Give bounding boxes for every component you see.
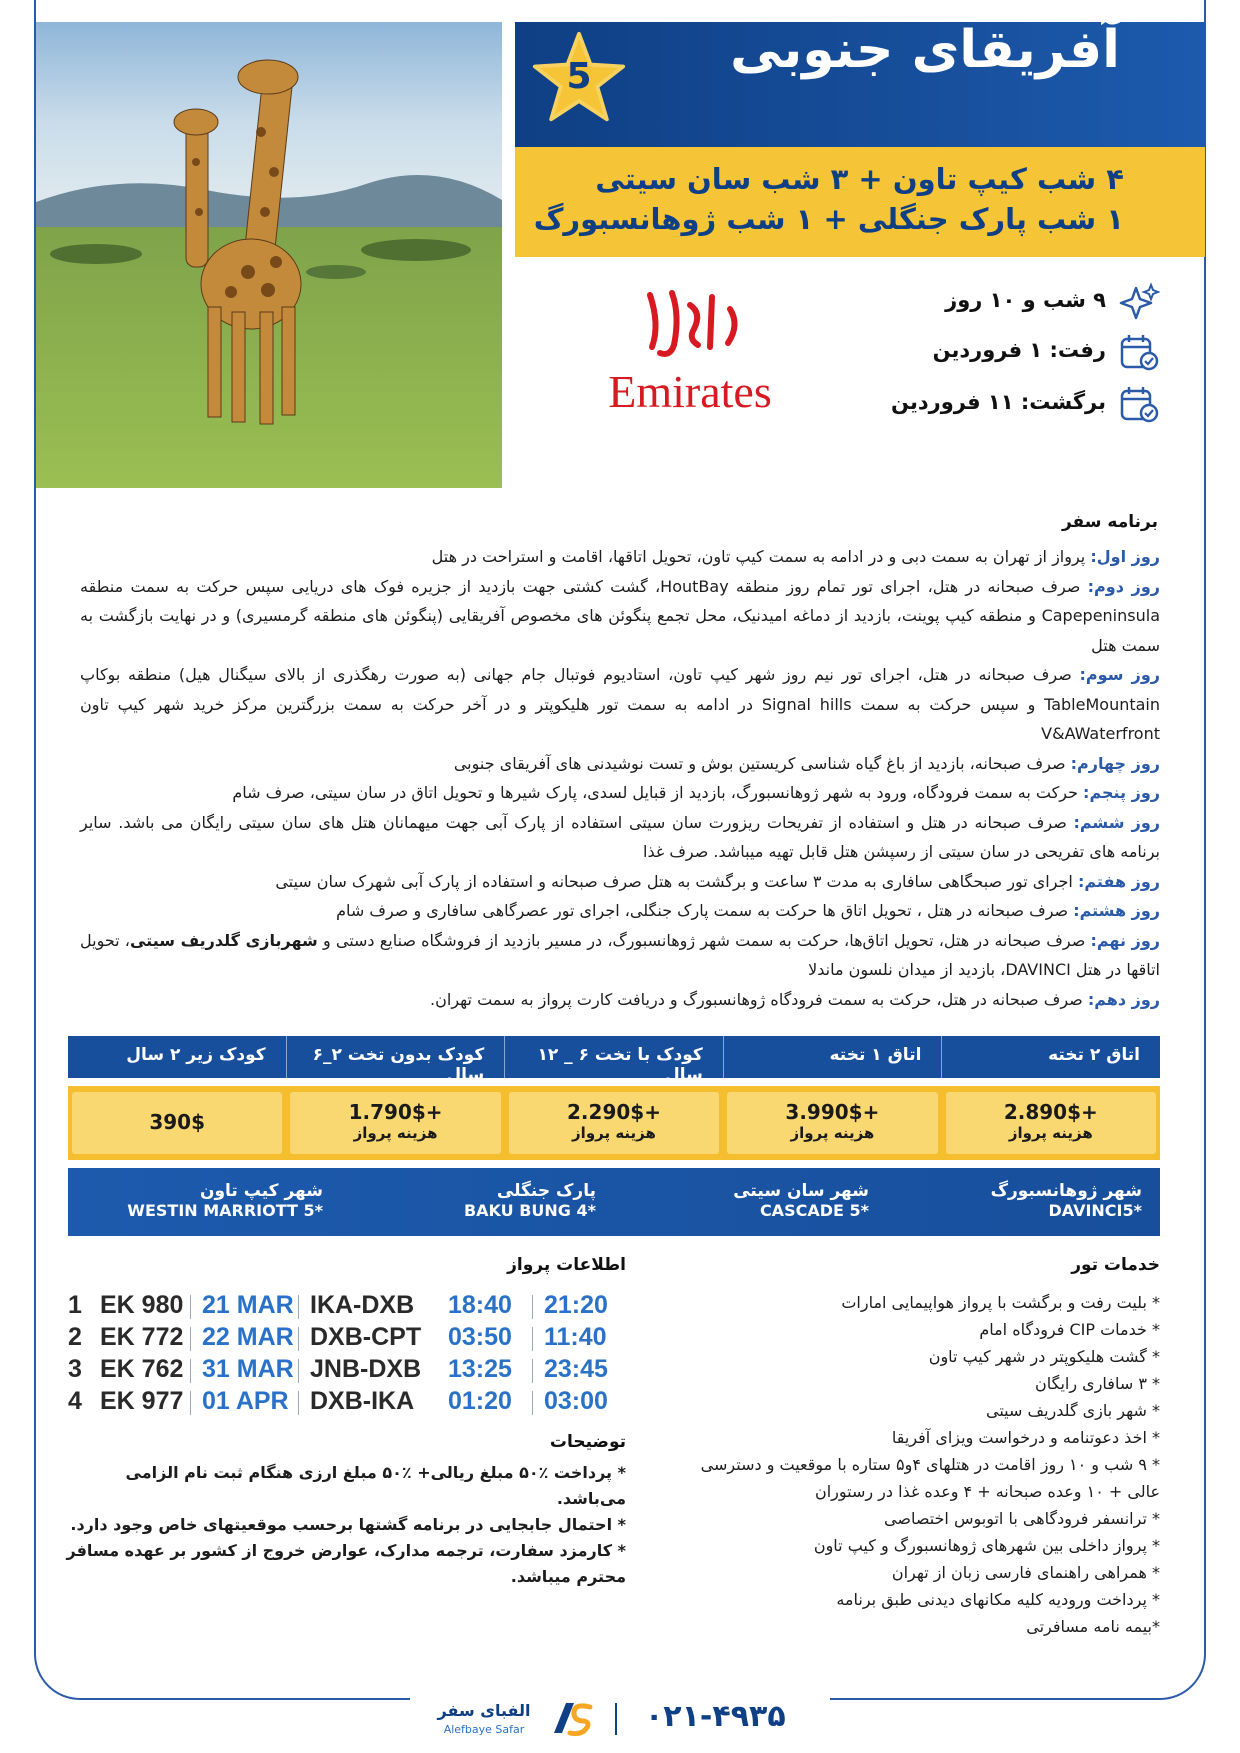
day-text: صرف صبحانه در هتل ، تحویل اتاق ها حرکت به سمت پارک جنگلی، اجرای تور عصرگاهی سافاری و صرف شام xyxy=(336,901,1074,920)
flight-arrival: 23:45 xyxy=(544,1355,608,1383)
price-note: هزینه پرواز xyxy=(572,1124,656,1142)
flight-arrival: 03:00 xyxy=(544,1387,608,1415)
day-label: روز سوم: xyxy=(1079,665,1160,684)
note-item: * کارمزد سفارت، ترجمه مدارک، عوارض خروج از کشور بر عهده مسافر محترم میباشد. xyxy=(66,1541,626,1586)
flight-row xyxy=(66,1291,626,1323)
price-amount: 2.290$+ xyxy=(567,1100,661,1124)
day-text: صرف صبحانه در هتل، اجرای تور تمام روز منطقه HoutBay، گشت کشتی جهت بازدید از جزیره فوک های دریایی سپس حرکت به سمت منطقه Capepeninsula و منطقه کیپ پوینت، بازدید از دماغه امیدنیک، محل تجمع پنگوئن های مخصوص آفریقایی (پنگوئن های منطقه گرمسیری) و در نهایت بازگشت به سمت هتل xyxy=(80,576,1160,655)
giraffe-photo xyxy=(36,22,502,488)
flight-date: 22 MAR xyxy=(202,1323,294,1351)
day-text: صرف صبحانه در هتل، حرکت به سمت فرودگاه ژوهانسبورگ و دریافت کارت پرواز به سمت تهران. xyxy=(430,989,1088,1009)
price-cell xyxy=(290,1092,500,1154)
service-item: * پرواز داخلی بین شهرهای ژوهانسبورگ و کیپ تاون xyxy=(813,1536,1160,1555)
hotel-city: شهر کیپ تاون xyxy=(199,1181,323,1201)
notes-heading: توضیحات xyxy=(549,1432,626,1452)
itinerary-day xyxy=(80,660,1160,749)
page-title: آفریقای جنوبی xyxy=(730,20,1120,80)
hotel-city: شهر سان سیتی xyxy=(733,1181,869,1201)
departure-text: رفت: ۱ فروردین xyxy=(932,338,1106,362)
price-header-cell: کودک بدون تخت ۲_۶ سال xyxy=(286,1036,505,1078)
price-header-cell: کودک زیر ۲ سال xyxy=(126,1045,266,1065)
price-table-header xyxy=(68,1036,1160,1085)
flight-route: DXB-CPT xyxy=(310,1323,422,1351)
itinerary-heading: برنامه سفر xyxy=(1061,512,1158,532)
day-label: روز پنجم: xyxy=(1083,783,1160,802)
itinerary-day xyxy=(80,808,1160,867)
flight-route: DXB-IKA xyxy=(310,1387,415,1415)
day-text: پرواز از تهران به سمت دبی و در ادامه به سمت کیپ تاون، تحویل اتاقها، اقامت و استراحت در هتل xyxy=(431,547,1091,566)
hotel-item xyxy=(614,1168,887,1236)
itinerary-day xyxy=(80,926,1160,985)
price-header-cell: کودک با تخت ۶ _ ۱۲ سال xyxy=(504,1036,723,1078)
subtitle-line-2: ۱ شب پارک جنگلی + ۱ شب ژوهانسبورگ xyxy=(533,202,1124,236)
itinerary-day xyxy=(80,985,1160,1015)
flight-index: 1 xyxy=(68,1291,82,1319)
itinerary-day xyxy=(80,778,1160,808)
emirates-wordmark: Emirates xyxy=(608,366,772,417)
flight-arrival: 11:40 xyxy=(544,1323,607,1351)
note-item: * پرداخت ٪۵۰ مبلغ ریالی+ ٪۵۰ مبلغ ارزی هنگام ثبت نام الزامی می‌باشد. xyxy=(125,1463,626,1508)
price-amount: 3.990$+ xyxy=(785,1100,880,1124)
flight-route: IKA-DXB xyxy=(310,1291,415,1319)
flight-row xyxy=(66,1323,626,1355)
service-item: * شهر بازی گلدریف سیتی xyxy=(986,1401,1160,1420)
flight-index: 3 xyxy=(68,1355,82,1383)
day-label: روز هشتم: xyxy=(1073,901,1160,920)
flight-number: EK 762 xyxy=(100,1355,184,1383)
flight-heading: اطلاعات پرواز xyxy=(507,1255,626,1275)
sparkle-icon xyxy=(1118,282,1160,322)
hotels-bar xyxy=(68,1168,1160,1236)
flight-departure: 03:50 xyxy=(448,1323,512,1351)
hotel-name: CASCADE 5* xyxy=(759,1201,869,1220)
day-label: روز چهارم: xyxy=(1070,753,1160,773)
duration-text: ۹ شب و ۱۰ روز xyxy=(945,288,1106,312)
day-label: روز دهم: xyxy=(1087,989,1160,1009)
day-label: روز ششم: xyxy=(1073,812,1160,832)
day-text: حرکت به سمت فرودگاه، ورود به شهر ژوهانسبورگ، بازدید از قبایل لسدی، پارک شیرها و تحویل اتاق در سان سیتی، صرف شام xyxy=(232,783,1084,802)
flight-date: 21 MAR xyxy=(202,1291,294,1319)
tour-services xyxy=(680,1255,1160,1640)
day-text: صرف صبحانه در هتل و استفاده از تفریحات ریزورت سان سیتی استفاده از پارک آبی جهت میهمانان هتل های سان سیتی رایگان می باشد. سایر برنامه های تفریحی در سان سیتی از رسپشن هتل قابل تهیه میباشد. صرف غذا xyxy=(80,812,1160,861)
itinerary-day xyxy=(80,749,1160,779)
price-cell xyxy=(509,1092,719,1154)
hotel-name: WESTIN MARRIOTT 5* xyxy=(127,1201,323,1220)
notes xyxy=(66,1432,626,1590)
footer xyxy=(410,1695,830,1745)
itinerary-day xyxy=(80,867,1160,897)
flight-departure: 13:25 xyxy=(448,1355,512,1383)
note-item: * احتمال جابجایی در برنامه گشتها برحسب موقعیتهای خاص وجود دارد. xyxy=(70,1515,626,1534)
phone-number[interactable]: ۰۲۱-۴۹۳۵ xyxy=(645,1699,786,1734)
price-amount: 1.790$+ xyxy=(348,1100,443,1124)
tour-number-badge: 5 xyxy=(566,56,592,97)
subtitle-line-1: ۴ شب کیپ تاون + ۳ شب سان سیتی xyxy=(595,162,1124,196)
service-item: * بلیت رفت و برگشت با پرواز هواپیمایی امارات xyxy=(841,1293,1160,1312)
flight-number: EK 977 xyxy=(100,1387,184,1415)
flight-table xyxy=(66,1291,626,1419)
day-text: صرف صبحانه در هتل، تحویل اتاق‌ها، حرکت به سمت شهر ژوهانسبورگ، در مسیر بازدید از فروشگاه صنایع دستی و xyxy=(317,930,1091,950)
hotel-city: پارک جنگلی xyxy=(496,1181,596,1201)
price-note: هزینه پرواز xyxy=(353,1124,438,1142)
hotel-name: DAVINCI5* xyxy=(1048,1201,1142,1220)
calendar-icon xyxy=(1118,384,1160,424)
calendar-icon xyxy=(1118,332,1160,372)
flight-route: JNB-DXB xyxy=(310,1355,422,1383)
services-heading: خدمات تور xyxy=(1071,1255,1160,1275)
hotel-city: شهر ژوهانسبورگ xyxy=(990,1181,1142,1201)
price-amount: 2.890$+ xyxy=(1003,1100,1098,1124)
day-label: روز اول: xyxy=(1090,547,1160,566)
service-item: * اخذ دعوتنامه و درخواست ویزای آفریقا xyxy=(891,1428,1160,1447)
price-table-row xyxy=(68,1086,1160,1160)
service-item: *بیمه نامه مسافرتی xyxy=(1026,1617,1160,1636)
brand-name: الفبای سفر xyxy=(437,1701,531,1720)
flight-number: EK 772 xyxy=(100,1323,184,1351)
day-text: اجرای تور صبحگاهی سافاری به مدت ۳ ساعت و برگشت به هتل صرف صبحانه و استفاده از پارک آبی شهرک سان سیتی xyxy=(275,871,1078,891)
flight-arrival: 21:20 xyxy=(544,1291,608,1319)
service-item: * ۹ شب و ۱۰ روز اقامت در هتلهای ۴و۵ ستاره با موقعیت و دسترسی عالی + ۱۰ وعده صبحانه + ۴ وعده غذا در رستوران xyxy=(700,1455,1160,1501)
itinerary-day xyxy=(80,572,1160,661)
flight-departure: 18:40 xyxy=(448,1291,512,1319)
flight-date: 01 APR xyxy=(202,1387,289,1415)
return-text: برگشت: ۱۱ فروردین xyxy=(891,390,1106,414)
day-text: صرف صبحانه در هتل، اجرای تور نیم روز شهر کیپ تاون، استادیوم فوتبال جام جهانی (به صورت رهگذری از بالای سیگنال هیل) منطقه بوکاپ TableMountain و سپس حرکت به سمت Signal hills در ادامه به سمت تور هلیکوپتر و در آخر حرکت به سمت بزرگترین مرکز خرید شهر کیپ تاون V&AWaterfront xyxy=(80,665,1161,743)
price-header-cell: اتاق ۱ تخته xyxy=(723,1036,942,1078)
price-amount: 390$ xyxy=(149,1110,205,1134)
flight-row xyxy=(66,1387,626,1419)
price-note: هزینه پرواز xyxy=(790,1124,875,1142)
service-item: * خدمات CIP فرودگاه امام xyxy=(979,1320,1160,1339)
emirates-logo xyxy=(590,285,790,425)
itinerary-body xyxy=(80,542,1160,1014)
brand-logo-icon xyxy=(550,1699,594,1737)
hotel-item xyxy=(887,1168,1160,1236)
service-item: * پرداخت ورودیه کلیه مکانهای دیدنی طبق برنامه xyxy=(836,1590,1160,1609)
footer-divider xyxy=(615,1703,617,1735)
hotel-item xyxy=(341,1168,614,1236)
hotel-item xyxy=(68,1168,341,1236)
service-item: * همراهی راهنمای فارسی زبان از تهران xyxy=(891,1563,1160,1582)
flight-index: 2 xyxy=(68,1323,82,1351)
flight-index: 4 xyxy=(68,1387,82,1415)
duration-row xyxy=(900,282,1160,322)
price-cell xyxy=(727,1092,937,1154)
service-item: * گشت هلیکوپتر در شهر کیپ تاون xyxy=(928,1347,1160,1366)
brand-name-latin: Alefbaye Safar xyxy=(443,1723,525,1736)
price-header-cell: اتاق ۲ تخته xyxy=(941,1036,1160,1078)
flight-row xyxy=(66,1355,626,1387)
service-item: * ۳ سافاری رایگان xyxy=(1035,1374,1160,1393)
itinerary-day xyxy=(80,896,1160,926)
day-text-tail: ، تحویل اتاقها در هتل DAVINCI، بازدید از میدان نلسون ماندلا xyxy=(80,930,1160,979)
departure-row xyxy=(900,332,1160,372)
day-text: صرف صبحانه، بازدید از باغ گیاه شناسی کریستین بوش و تست نوشیدنی های آفریقای جنوبی xyxy=(453,753,1071,773)
hotel-name: BAKU BUNG 4* xyxy=(463,1201,596,1220)
day-label: روز نهم: xyxy=(1090,930,1160,950)
day-label: روز هفتم: xyxy=(1077,871,1160,891)
flight-number: EK 980 xyxy=(100,1291,184,1319)
return-row xyxy=(891,384,1160,424)
day-label: روز دوم: xyxy=(1087,576,1161,596)
price-note: هزینه پرواز xyxy=(1008,1124,1093,1142)
itinerary-day xyxy=(80,542,1160,572)
price-cell xyxy=(946,1092,1156,1154)
flight-date: 31 MAR xyxy=(202,1355,294,1383)
price-cell xyxy=(72,1092,282,1154)
flight-departure: 01:20 xyxy=(448,1387,512,1415)
day-highlight: شهربازی گلدریف سیتی xyxy=(129,930,318,950)
service-item: * ترانسفر فرودگاهی با اتوبوس اختصاصی xyxy=(884,1509,1160,1528)
